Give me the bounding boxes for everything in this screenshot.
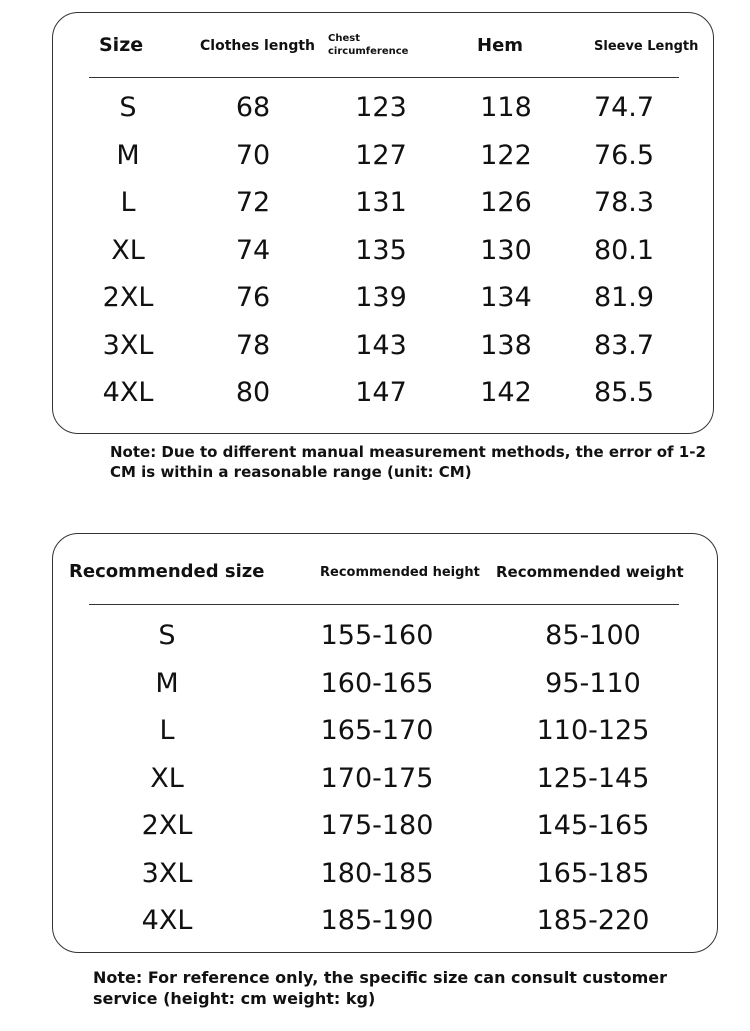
- table-cell: 78: [235, 329, 271, 361]
- table-cell: 95-110: [545, 667, 641, 699]
- table-cell: M: [116, 139, 140, 171]
- table-cell: 68: [235, 92, 271, 123]
- table-cell: 185-220: [536, 905, 650, 936]
- header-sleeve-length: Sleeve Length: [594, 39, 699, 54]
- header-divider: [89, 604, 679, 605]
- table-cell: S: [119, 92, 137, 123]
- table-cell: 126: [480, 187, 532, 218]
- table-cell: 70: [235, 139, 271, 171]
- table-cell: 3XL: [141, 857, 193, 889]
- table-cell: 170-175: [320, 762, 434, 794]
- table-cell: 110-125: [536, 715, 650, 746]
- table-cell: 185-190: [320, 905, 434, 936]
- table-cell: 74: [235, 234, 271, 266]
- table-cell: 3XL: [102, 329, 154, 361]
- table-cell: 83.7: [593, 329, 655, 361]
- table-cell: XL: [111, 234, 145, 266]
- table-cell: 4XL: [102, 377, 154, 408]
- table-cell: L: [159, 715, 175, 746]
- table-cell: 76.5: [593, 139, 655, 171]
- table-cell: 134: [480, 282, 532, 313]
- table-cell: 143: [355, 329, 407, 361]
- table-cell: XL: [150, 762, 184, 794]
- header-divider: [89, 77, 679, 78]
- table-cell: 2XL: [102, 282, 154, 313]
- table-cell: 165-185: [536, 857, 650, 889]
- table-cell: 135: [355, 234, 407, 266]
- table-cell: 118: [480, 92, 532, 123]
- header-chest-line1: Chest: [328, 33, 360, 44]
- header-hem: Hem: [477, 35, 524, 56]
- table-cell: 138: [480, 329, 532, 361]
- table-cell: 145-165: [536, 810, 650, 841]
- table-cell: 78.3: [593, 187, 655, 218]
- table-cell: 85.5: [593, 377, 655, 408]
- table-cell: 180-185: [320, 857, 434, 889]
- table-cell: 125-145: [536, 762, 650, 794]
- size-table: [52, 12, 714, 434]
- table-cell: L: [120, 187, 136, 218]
- table-cell: 74.7: [593, 92, 655, 123]
- table-cell: 155-160: [320, 620, 434, 651]
- table-cell: 76: [235, 282, 271, 313]
- table-cell: 4XL: [141, 905, 193, 936]
- table-cell: 81.9: [593, 282, 655, 313]
- table-cell: 131: [355, 187, 407, 218]
- table-cell: 160-165: [320, 667, 434, 699]
- header-recommended-height: Recommended height: [320, 565, 480, 580]
- header-recommended-size: Recommended size: [69, 561, 265, 582]
- recommended-size-table: [52, 533, 718, 953]
- header-clothes-length: Clothes length: [200, 38, 315, 54]
- reference-note: Note: For reference only, the specific size can consult customer service (height: cm weight: kg): [93, 968, 667, 1008]
- table-cell: 122: [480, 139, 532, 171]
- table-cell: 127: [355, 139, 407, 171]
- table-cell: 80: [235, 377, 271, 408]
- table-cell: 165-170: [320, 715, 434, 746]
- table-cell: 72: [235, 187, 271, 218]
- header-chest-line2: circumference: [328, 46, 409, 57]
- table-cell: 142: [480, 377, 532, 408]
- table-cell: 147: [355, 377, 407, 408]
- table-cell: 2XL: [141, 810, 193, 841]
- table-cell: 139: [355, 282, 407, 313]
- table-cell: 123: [355, 92, 407, 123]
- table-cell: 85-100: [545, 620, 641, 651]
- measurement-note: Note: Due to different manual measurement methods, the error of 1-2 CM is within a reasonable range (unit: CM): [110, 443, 706, 481]
- header-size: Size: [99, 34, 144, 56]
- table-cell: S: [158, 620, 176, 651]
- header-recommended-weight: Recommended weight: [496, 563, 684, 581]
- table-cell: M: [155, 667, 179, 699]
- table-cell: 175-180: [320, 810, 434, 841]
- table-cell: 130: [480, 234, 532, 266]
- table-cell: 80.1: [593, 234, 655, 266]
